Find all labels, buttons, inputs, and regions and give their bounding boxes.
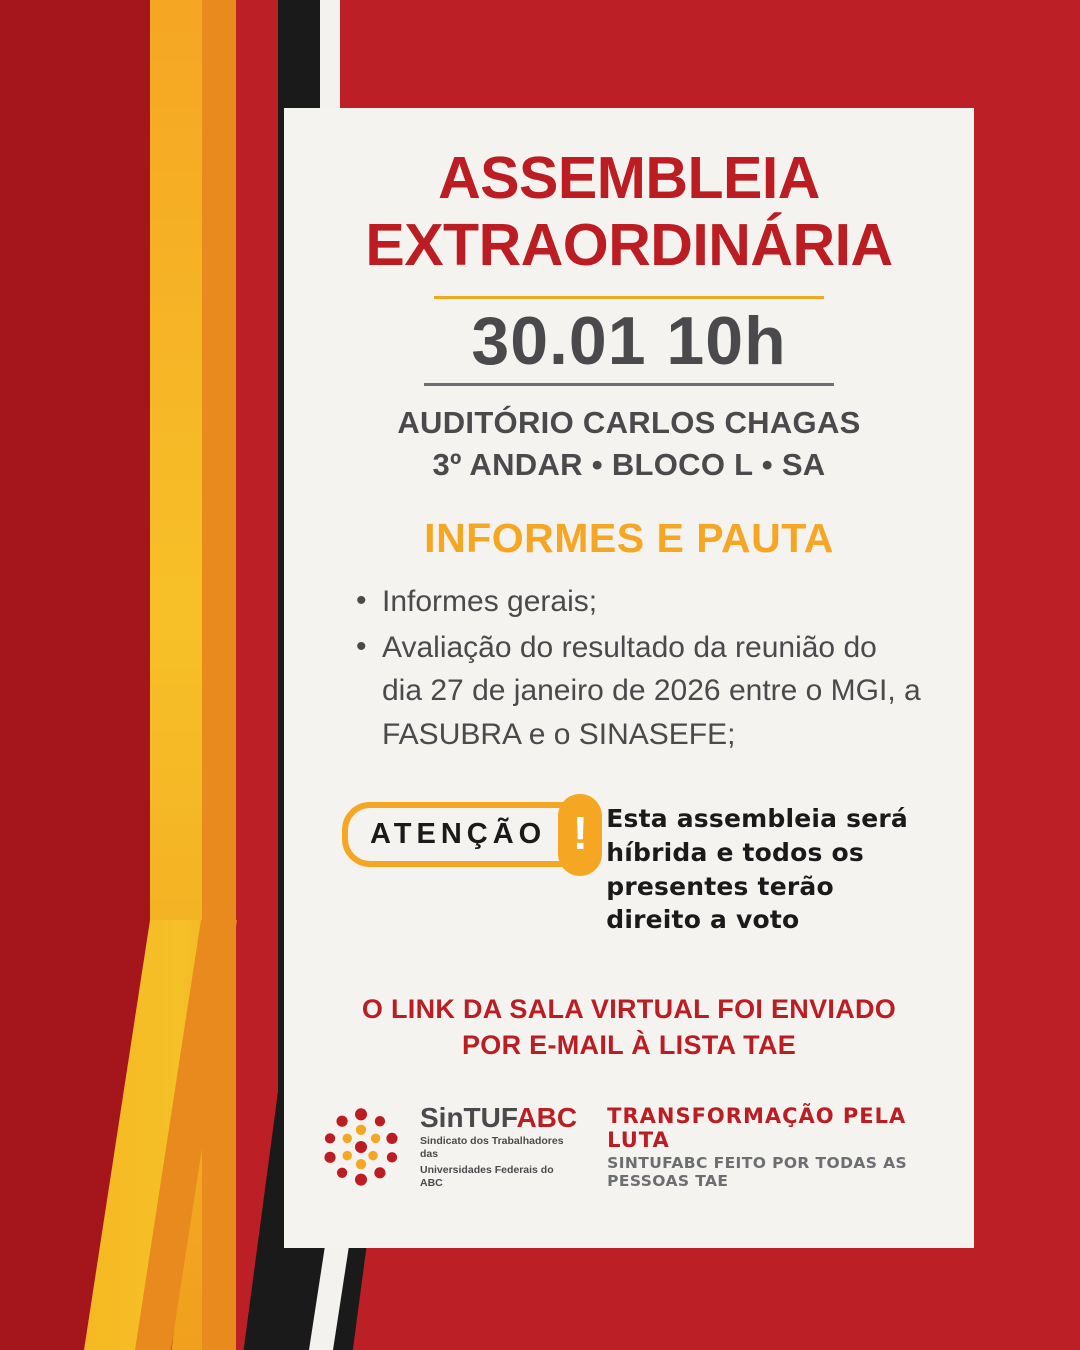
logo-subtitle-line2: Universidades Federais do ABC	[420, 1164, 554, 1190]
sintufabc-logo-icon	[318, 1104, 404, 1190]
divider-gray	[424, 383, 834, 386]
attention-badge	[342, 802, 592, 867]
exclamation-icon: !	[558, 794, 602, 876]
sintufabc-logo-text	[420, 1101, 578, 1191]
logo-subtitle-line1: Sindicato dos Trabalhadores das	[420, 1134, 564, 1161]
attention-text: Esta assembleia será híbrida e todos os presentes terão direito a voto	[606, 804, 908, 935]
logo-wordmark	[420, 1101, 578, 1133]
attention-block	[342, 798, 924, 937]
agenda-list-item: • Informes gerais;	[352, 580, 922, 624]
slogan-main: TRANSFORMAÇÃO PELA LUTA	[607, 1104, 907, 1153]
agenda-heading: INFORMES E PAUTA	[424, 515, 834, 562]
footer-slogan	[607, 1104, 940, 1190]
divider-orange-top	[434, 296, 824, 299]
virtual-room-note: O LINK DA SALA VIRTUAL FOI ENVIADO POR E-MAIL À LISTA TAE	[361, 994, 897, 1061]
footer	[318, 1101, 940, 1191]
poster-title-line2: EXTRAORDINÁRIA	[365, 211, 893, 278]
attention-badge-label: ATENÇÃO	[370, 818, 547, 851]
event-location-line2: 3º ANDAR • BLOCO L • SA	[432, 447, 826, 483]
event-location-line1: AUDITÓRIO CARLOS CHAGAS	[397, 404, 861, 440]
poster-card	[284, 108, 974, 1248]
slogan-sub: SINTUFABC FEITO POR TODAS AS PESSOAS TAE	[607, 1154, 908, 1191]
agenda-list-item: • Avaliação do resultado da reunião do dia 27 de janeiro de 2026 entre o MGI, a FASUBRA e o SINASEFE;	[352, 626, 922, 757]
background-stripe-orange	[202, 0, 236, 1350]
logo-wordmark-prefix: SinTUF	[420, 1101, 517, 1133]
agenda-list	[352, 580, 922, 756]
logo-wordmark-suffix: ABC	[516, 1101, 578, 1133]
poster-title-line1: ASSEMBLEIA	[438, 145, 820, 211]
event-datetime: 30.01 10h	[471, 302, 787, 379]
